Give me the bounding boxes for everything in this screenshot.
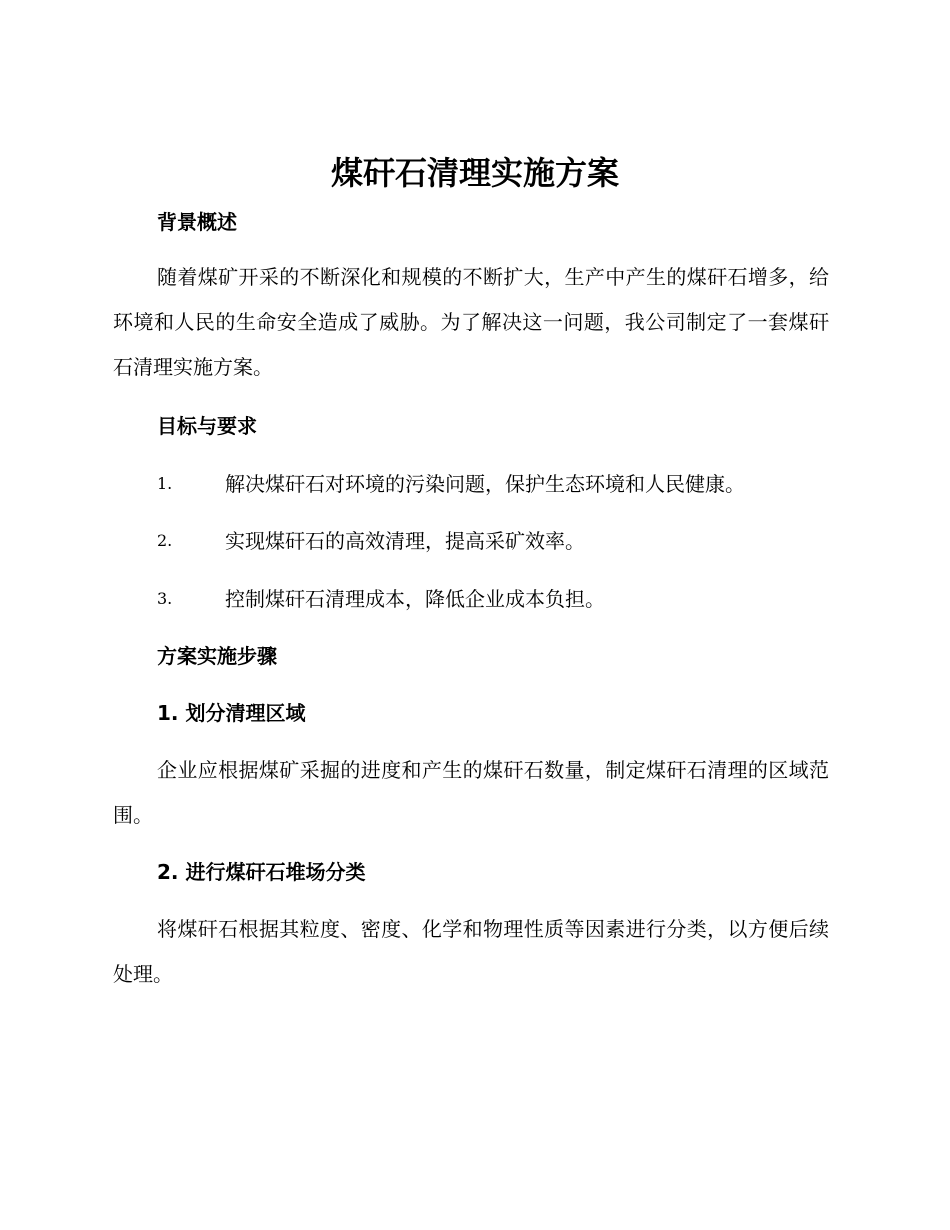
section-heading-goals: 目标与要求 — [157, 414, 257, 438]
goal-text: 控制煤矸石清理成本，降低企业成本负担。 — [225, 587, 605, 611]
background-paragraph: 随着煤矿开采的不断深化和规模的不断扩大，生产中产生的煤矸石增多，给环境和人民的生命安全造成了威胁。为了解决这一问题，我公司制定了一套煤矸石清理实施方案。 — [113, 265, 829, 379]
goal-number: 3. — [157, 589, 173, 608]
substep-heading-1: 1. 划分清理区域 — [157, 701, 306, 725]
goal-number: 1. — [157, 474, 173, 493]
substep-paragraph-1: 企业应根据煤矿采掘的进度和产生的煤矸石数量，制定煤矸石清理的区域范围。 — [113, 758, 829, 827]
substep-paragraph-2: 将煤矸石根据其粒度、密度、化学和物理性质等因素进行分类，以方便后续处理。 — [113, 917, 829, 986]
document-title: 煤矸石清理实施方案 — [330, 154, 619, 192]
substep-heading-2: 2. 进行煤矸石堆场分类 — [157, 860, 366, 884]
section-heading-steps: 方案实施步骤 — [157, 644, 277, 668]
goal-text: 解决煤矸石对环境的污染问题，保护生态环境和人民健康。 — [225, 472, 745, 496]
section-heading-background: 背景概述 — [157, 210, 237, 234]
goal-text: 实现煤矸石的高效清理，提高采矿效率。 — [225, 529, 585, 553]
goal-number: 2. — [157, 531, 173, 550]
